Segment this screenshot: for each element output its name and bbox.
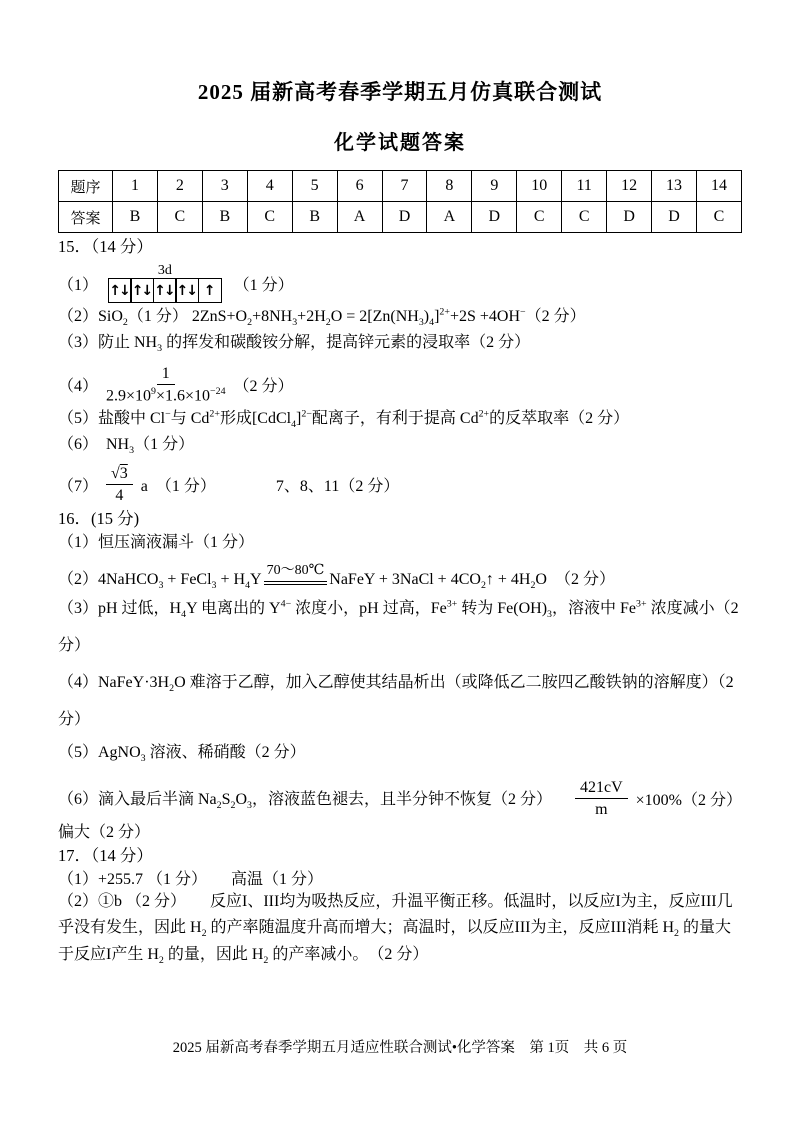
row-label-qnum: 题序 (59, 171, 113, 202)
answer-cell: C (562, 202, 607, 233)
q15-item5: （5）盐酸中 Cl−与 $Cd^{2+}$形成[CdCl$_4$]$^{2-}$配离子，有利于提高 $Cd^{2+}$的反萃取率（2 分） (58, 409, 630, 431)
question-16-section (58, 505, 742, 842)
q16-item5: （5）AgNO$_3$ 溶液、稀硝酸（2 分） (58, 743, 306, 764)
table-row-answers (59, 202, 742, 233)
qnum-cell: 5 (292, 171, 337, 202)
qnum-cell: 13 (652, 171, 697, 202)
q16-item4: $(4)NaFeY\cdot 3H_2O$ 难溶于乙醇，加入乙醇使其结晶析出（或降低乙二胺四乙酸铁钠的溶解度）（2 分） (58, 674, 734, 728)
answer-cell: D (607, 202, 652, 233)
fraction-denominator: $2.9\times 10^9\times 1.6\times 10^{-24}$ (106, 385, 226, 405)
reaction-condition-label: 70～80℃ (264, 563, 328, 585)
q15-heading: 15．（14 分） (58, 237, 153, 256)
fraction-numerator: 1 (157, 364, 175, 385)
table-row-question-numbers (59, 171, 742, 202)
orbital-box: ↑ (198, 278, 222, 303)
fraction-denominator: 4 (115, 487, 124, 505)
q16-item2-equation (58, 562, 742, 592)
q17-heading: 17．（14 分） (58, 846, 153, 866)
qnum-cell: 10 (517, 171, 562, 202)
answer-cell: B (113, 202, 158, 233)
answer-cell: C (157, 202, 202, 233)
q16-item3: （3）pH 过低，$H_4Y$ 电离出的 $Y^{4-}$ 浓度小，pH 过高，$Fe^{3+}$ 转为 $Fe(OH)_3$，溶液中 $Fe^{3+}$ 浓度减小（2 分） (58, 599, 739, 655)
answer-cell: A (337, 202, 382, 233)
q15-item4-fraction (106, 364, 226, 406)
orbital-box: ↑↓ (130, 278, 154, 303)
q16-item6-fraction (575, 778, 628, 819)
answer-cell: B (292, 202, 337, 233)
q15-item1 (58, 263, 742, 303)
q16-item6-formula-suffix: ×100%（2 分） (635, 791, 742, 809)
q17-item1: （1）+255.7 （1 分） 高温（1 分） (58, 871, 324, 889)
fraction-denominator: m (595, 800, 608, 818)
answer-cell: C (696, 202, 741, 233)
qnum-cell: 1 (113, 171, 158, 202)
q15-item4-prefix: （4） (58, 378, 99, 396)
q15-item7-prefix: （7） (58, 478, 99, 496)
q15-item4 (58, 364, 742, 406)
page-title: 2025 届新高考春季学期五月仿真联合测试 (197, 80, 603, 104)
orbital-boxes (108, 278, 222, 303)
row-label-answer: 答案 (59, 202, 113, 233)
qnum-cell: 2 (157, 171, 202, 202)
q15-item7-score: a （1 分） (140, 478, 216, 496)
q16-item6-text: （6）滴入最后半滴 $Na_2S_2O_3$，溶液蓝色褪去，且半分钟不恢复（2 分） (58, 790, 553, 812)
answer-cell: A (427, 202, 472, 233)
answer-cell: D (382, 202, 427, 233)
fraction-numerator: 421cV (575, 778, 628, 799)
question-17-section (58, 842, 742, 969)
answer-cell: B (202, 202, 247, 233)
qnum-cell: 4 (247, 171, 292, 202)
q16-equation-right: NaFeY + 3NaCl + $4CO_2↑ + 4H_2O$ （2 分） (329, 571, 615, 592)
q15-item7-tail: 7、8、11（2 分） (275, 478, 400, 496)
page-footer: 2025 届新高考春季学期五月适应性联合测试•化学答案 第 1页 共 6 页 (172, 1040, 628, 1056)
qnum-cell: 14 (696, 171, 741, 202)
q15-item1-score: （1 分） (233, 276, 294, 294)
orbital-box: ↑↓ (153, 278, 177, 303)
qnum-cell: 9 (472, 171, 517, 202)
q16-heading: 16．(15 分) (58, 509, 140, 529)
fraction-numerator: √3 (106, 464, 133, 485)
q15-item1-prefix: （1） (58, 276, 99, 294)
q15-item3: （3）防止 $NH_3$ 的挥发和碳酸铵分解，提高锌元素的浸取率（2 分） (58, 333, 531, 354)
qnum-cell: 7 (382, 171, 427, 202)
answer-cell: C (517, 202, 562, 233)
question-15-section (58, 233, 742, 505)
q15-item4-score: （2 分） (233, 378, 294, 396)
qnum-cell: 8 (427, 171, 472, 202)
orbital-subshell-label: 3d (157, 263, 172, 278)
answer-table (58, 170, 742, 233)
answer-cell: D (652, 202, 697, 233)
answer-cell: C (247, 202, 292, 233)
orbital-box: ↑↓ (175, 278, 199, 303)
qnum-cell: 3 (202, 171, 247, 202)
q16-item6 (58, 778, 742, 819)
q15-item2: （2）SiO$_2$（1 分） $2ZnS+O_2+8NH_3+2H_2O = 2[Zn(NH_3)_4]^{2+}+2S +4OH^-(2$ 分） (58, 307, 586, 329)
q15-item7-fraction (106, 464, 133, 505)
q16-item1: （1）恒压滴液漏斗（1 分） (58, 534, 255, 552)
answer-cell: D (472, 202, 517, 233)
orbital-box: ↑↓ (108, 278, 132, 303)
orbital-diagram (108, 263, 222, 303)
reaction-condition (264, 563, 328, 585)
q15-item7 (58, 464, 742, 505)
q16-item6-formula (567, 778, 742, 819)
qnum-cell: 6 (337, 171, 382, 202)
q16-equation-left: （2）4NaHCO$_3$ + FeCl$_3$ + $H_4Y$ (58, 571, 262, 592)
page-subtitle: 化学试题答案 (334, 132, 466, 154)
q17-item2: （2）①b （2 分） 反应I、III均为吸热反应，升温平衡正移。低温时，以反应I为主，反应III几乎没有发生，因此 $H_2$ 的产率随温度升高而增大；高温时，以反应III为主，反应III消耗 $H_2$ 的量大于反应I产生 $H_2$ 的量，因此 $H_2$ 的产率减小。 （2 分） (58, 893, 733, 967)
qnum-cell: 12 (607, 171, 652, 202)
qnum-cell: 11 (562, 171, 607, 202)
q16-item6-below: 偏大（2 分） (58, 824, 151, 842)
q15-item6: （6） $NH_3(1$ 分） (58, 435, 195, 456)
